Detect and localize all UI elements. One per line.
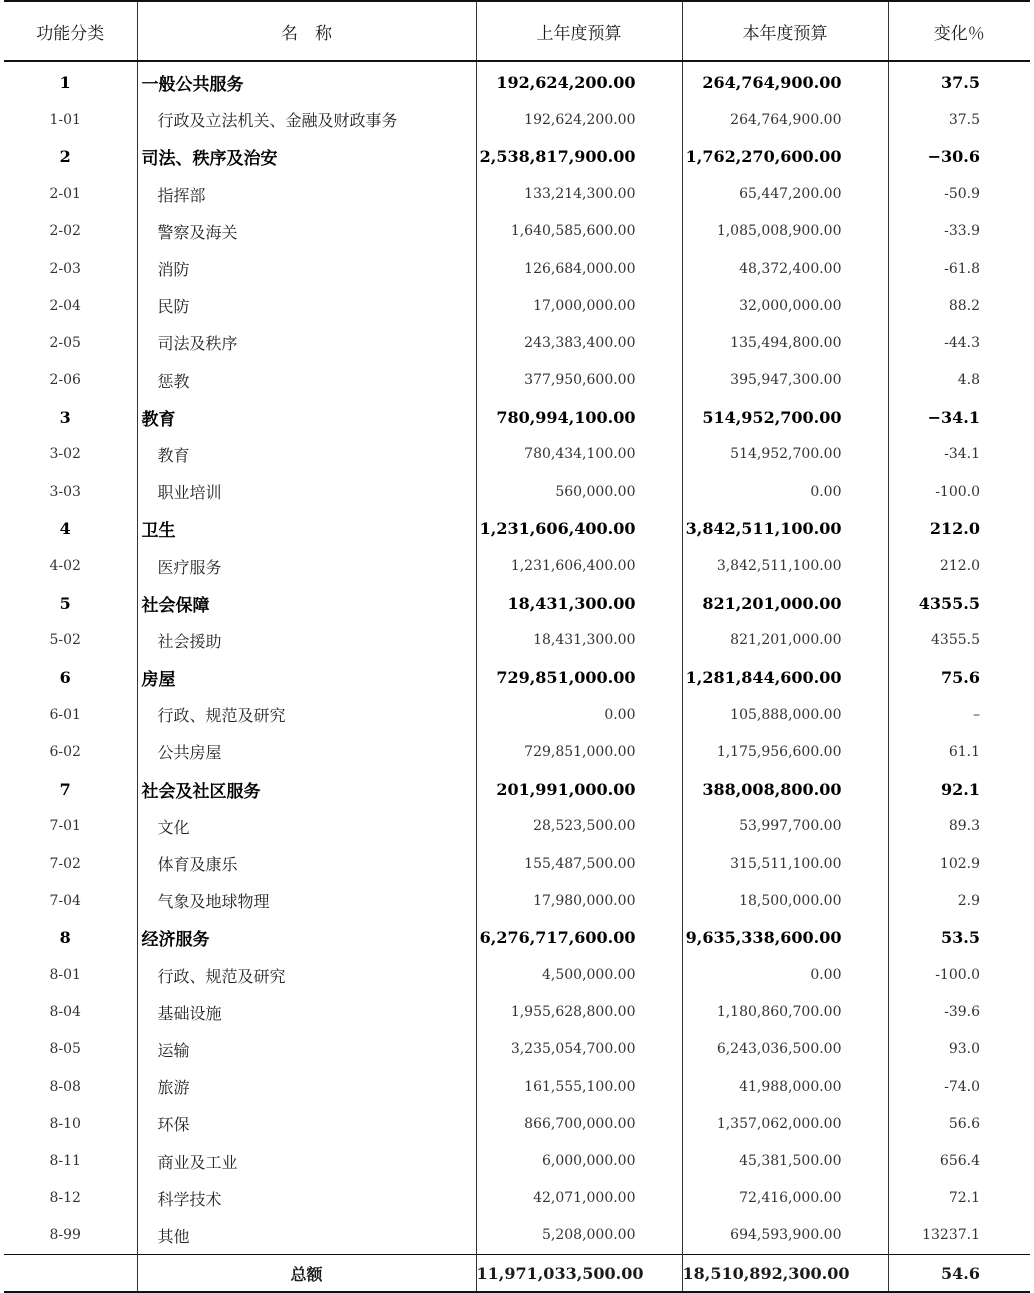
row-curr-budget: 264,764,900.00	[682, 101, 888, 138]
total-curr-budget: 18,510,892,300.00	[682, 1255, 888, 1293]
row-curr-budget: 105,888,000.00	[682, 696, 888, 733]
table-row	[4, 436, 1030, 473]
row-prev-budget: 377,950,600.00	[476, 362, 682, 399]
table-row	[4, 696, 1030, 733]
header-name: 名 称	[137, 1, 476, 61]
row-prev-budget: 18,431,300.00	[476, 585, 682, 622]
row-curr-budget: 1,762,270,600.00	[682, 138, 888, 175]
table-row	[4, 213, 1030, 250]
table-row	[4, 362, 1030, 399]
row-code: 2-03	[49, 260, 81, 277]
row-curr-budget: 65,447,200.00	[682, 176, 888, 213]
row-prev-budget: 201,991,000.00	[476, 771, 682, 808]
row-name: 职业培训	[137, 473, 476, 510]
row-code: 8-04	[49, 1004, 81, 1021]
table-row	[4, 510, 1030, 547]
row-change: -61.8	[888, 250, 1030, 287]
row-change: 212.0	[888, 510, 1030, 547]
row-curr-budget: 821,201,000.00	[682, 585, 888, 622]
total-change: 54.6	[888, 1255, 1030, 1293]
table-body	[4, 61, 1030, 1292]
row-code: 2	[59, 147, 71, 167]
row-code: 7	[59, 779, 71, 799]
row-curr-budget: 72,416,000.00	[682, 1180, 888, 1217]
row-prev-budget: 3,235,054,700.00	[476, 1031, 682, 1068]
row-curr-budget: 264,764,900.00	[682, 61, 888, 101]
row-curr-budget: 315,511,100.00	[682, 845, 888, 882]
row-code: 3	[59, 407, 71, 427]
row-code: 8-99	[49, 1227, 81, 1244]
row-name: 运输	[137, 1031, 476, 1068]
row-code: 2-01	[49, 186, 81, 203]
row-code: 8-01	[49, 967, 81, 984]
row-prev-budget: 243,383,400.00	[476, 324, 682, 361]
row-name: 商业及工业	[137, 1142, 476, 1179]
total-prev-budget: 11,971,033,500.00	[476, 1255, 682, 1293]
row-change: 4.8	[888, 362, 1030, 399]
row-prev-budget: 0.00	[476, 696, 682, 733]
row-change: 2.9	[888, 882, 1030, 919]
row-curr-budget: 18,500,000.00	[682, 882, 888, 919]
row-prev-budget: 161,555,100.00	[476, 1068, 682, 1105]
row-name: 社会保障	[137, 585, 476, 622]
row-code: 2-05	[49, 334, 81, 351]
row-curr-budget: 6,243,036,500.00	[682, 1031, 888, 1068]
table-row	[4, 771, 1030, 808]
row-code: 8-05	[49, 1041, 81, 1058]
row-curr-budget: 41,988,000.00	[682, 1068, 888, 1105]
table-row	[4, 176, 1030, 213]
table-row	[4, 324, 1030, 361]
header-prev-budget: 上年度预算	[476, 1, 682, 61]
row-change: 75.6	[888, 659, 1030, 696]
row-prev-budget: 192,624,200.00	[476, 101, 682, 138]
row-change: 656.4	[888, 1142, 1030, 1179]
row-name: 体育及康乐	[137, 845, 476, 882]
table-row	[4, 1142, 1030, 1179]
row-name: 教育	[137, 399, 476, 436]
row-code: 2-04	[49, 297, 81, 314]
row-code: 2-02	[49, 223, 81, 240]
row-name: 一般公共服务	[137, 61, 476, 101]
row-curr-budget: 514,952,700.00	[682, 399, 888, 436]
table-row	[4, 622, 1030, 659]
table-row	[4, 585, 1030, 622]
row-name: 其他	[137, 1217, 476, 1255]
row-code: 8-08	[49, 1078, 81, 1095]
row-prev-budget: 6,276,717,600.00	[476, 919, 682, 956]
row-prev-budget: 28,523,500.00	[476, 808, 682, 845]
row-curr-budget: 694,593,900.00	[682, 1217, 888, 1255]
table-row	[4, 957, 1030, 994]
row-name: 行政、规范及研究	[137, 696, 476, 733]
row-curr-budget: 1,281,844,600.00	[682, 659, 888, 696]
row-curr-budget: 395,947,300.00	[682, 362, 888, 399]
row-code: 8-11	[49, 1153, 81, 1170]
row-change: −30.6	[888, 138, 1030, 175]
row-prev-budget: 1,955,628,800.00	[476, 994, 682, 1031]
row-prev-budget: 1,640,585,600.00	[476, 213, 682, 250]
row-code: 3-03	[49, 483, 81, 500]
row-name: 经济服务	[137, 919, 476, 956]
row-change: 4355.5	[888, 622, 1030, 659]
row-prev-budget: 42,071,000.00	[476, 1180, 682, 1217]
row-curr-budget: 53,997,700.00	[682, 808, 888, 845]
row-change: 72.1	[888, 1180, 1030, 1217]
row-curr-budget: 388,008,800.00	[682, 771, 888, 808]
row-curr-budget: 32,000,000.00	[682, 287, 888, 324]
row-change: 4355.5	[888, 585, 1030, 622]
row-name: 消防	[137, 250, 476, 287]
row-change: 37.5	[888, 61, 1030, 101]
row-prev-budget: 729,851,000.00	[476, 659, 682, 696]
row-curr-budget: 821,201,000.00	[682, 622, 888, 659]
budget-document	[4, 0, 1030, 1289]
table-row	[4, 287, 1030, 324]
row-curr-budget: 1,180,860,700.00	[682, 994, 888, 1031]
table-row	[4, 733, 1030, 770]
row-code: 6-01	[49, 706, 81, 723]
row-change: -33.9	[888, 213, 1030, 250]
row-prev-budget: 560,000.00	[476, 473, 682, 510]
table-row	[4, 1105, 1030, 1142]
row-code: 8-10	[49, 1115, 81, 1132]
table-row	[4, 547, 1030, 584]
row-change: -39.6	[888, 994, 1030, 1031]
row-name: 警察及海关	[137, 213, 476, 250]
row-code: 4-02	[49, 558, 81, 575]
table-row	[4, 919, 1030, 956]
row-change: 53.5	[888, 919, 1030, 956]
table-row	[4, 808, 1030, 845]
row-code: 5	[59, 593, 71, 613]
row-code: 1-01	[49, 111, 81, 128]
table-row	[4, 399, 1030, 436]
table-row	[4, 101, 1030, 138]
row-code: 5-02	[49, 632, 81, 649]
row-prev-budget: 729,851,000.00	[476, 733, 682, 770]
total-label: 总额	[137, 1255, 476, 1293]
row-prev-budget: 4,500,000.00	[476, 957, 682, 994]
row-name: 文化	[137, 808, 476, 845]
row-code: 4	[59, 519, 71, 539]
row-curr-budget: 48,372,400.00	[682, 250, 888, 287]
row-prev-budget: 155,487,500.00	[476, 845, 682, 882]
row-change: 13237.1	[888, 1217, 1030, 1255]
row-prev-budget: 192,624,200.00	[476, 61, 682, 101]
row-change: 93.0	[888, 1031, 1030, 1068]
table-row	[4, 473, 1030, 510]
row-name: 公共房屋	[137, 733, 476, 770]
row-change: 56.6	[888, 1105, 1030, 1142]
row-name: 社会援助	[137, 622, 476, 659]
row-prev-budget: 18,431,300.00	[476, 622, 682, 659]
row-name: 行政、规范及研究	[137, 957, 476, 994]
header-curr-budget: 本年度预算	[682, 1, 888, 61]
row-change: -44.3	[888, 324, 1030, 361]
row-change: 212.0	[888, 547, 1030, 584]
row-curr-budget: 0.00	[682, 473, 888, 510]
table-row	[4, 250, 1030, 287]
header-row	[4, 1, 1030, 61]
row-name: 指挥部	[137, 176, 476, 213]
row-code: 8-12	[49, 1190, 81, 1207]
table-row	[4, 882, 1030, 919]
row-prev-budget: 17,980,000.00	[476, 882, 682, 919]
table-row	[4, 1068, 1030, 1105]
row-curr-budget: 514,952,700.00	[682, 436, 888, 473]
table-row	[4, 61, 1030, 101]
row-curr-budget: 3,842,511,100.00	[682, 510, 888, 547]
row-curr-budget: 0.00	[682, 957, 888, 994]
row-code: 2-06	[49, 372, 81, 389]
total-row	[4, 1255, 1030, 1293]
row-curr-budget: 45,381,500.00	[682, 1142, 888, 1179]
row-change: -74.0	[888, 1068, 1030, 1105]
row-name: 行政及立法机关、金融及财政事务	[137, 101, 476, 138]
row-prev-budget: 780,994,100.00	[476, 399, 682, 436]
row-change: 37.5	[888, 101, 1030, 138]
row-prev-budget: 17,000,000.00	[476, 287, 682, 324]
row-name: 房屋	[137, 659, 476, 696]
table-row	[4, 659, 1030, 696]
table-row	[4, 138, 1030, 175]
row-change: 89.3	[888, 808, 1030, 845]
table-row	[4, 1180, 1030, 1217]
header-change: 变化％	[888, 1, 1030, 61]
row-change: 102.9	[888, 845, 1030, 882]
row-change: 61.1	[888, 733, 1030, 770]
row-curr-budget: 1,085,008,900.00	[682, 213, 888, 250]
total-blank	[4, 1255, 137, 1293]
row-name: 气象及地球物理	[137, 882, 476, 919]
row-change: -34.1	[888, 436, 1030, 473]
row-name: 司法及秩序	[137, 324, 476, 361]
row-prev-budget: 6,000,000.00	[476, 1142, 682, 1179]
row-change: –	[888, 696, 1030, 733]
budget-table	[4, 0, 1030, 1293]
row-curr-budget: 9,635,338,600.00	[682, 919, 888, 956]
row-name: 社会及社区服务	[137, 771, 476, 808]
row-code: 7-02	[49, 855, 81, 872]
row-code: 6	[59, 668, 71, 688]
row-code: 7-04	[49, 892, 81, 909]
row-name: 基础设施	[137, 994, 476, 1031]
row-prev-budget: 5,208,000.00	[476, 1217, 682, 1255]
row-prev-budget: 866,700,000.00	[476, 1105, 682, 1142]
row-prev-budget: 780,434,100.00	[476, 436, 682, 473]
row-name: 科学技术	[137, 1180, 476, 1217]
row-prev-budget: 1,231,606,400.00	[476, 547, 682, 584]
row-curr-budget: 3,842,511,100.00	[682, 547, 888, 584]
table-row	[4, 1031, 1030, 1068]
row-code: 3-02	[49, 446, 81, 463]
row-code: 8	[59, 928, 71, 948]
row-prev-budget: 126,684,000.00	[476, 250, 682, 287]
table-row	[4, 1217, 1030, 1255]
header-code: 功能分类	[4, 1, 137, 61]
row-name: 环保	[137, 1105, 476, 1142]
row-name: 教育	[137, 436, 476, 473]
row-code: 1	[59, 73, 71, 93]
row-change: -100.0	[888, 473, 1030, 510]
row-curr-budget: 135,494,800.00	[682, 324, 888, 361]
row-change: 88.2	[888, 287, 1030, 324]
row-name: 惩教	[137, 362, 476, 399]
row-name: 旅游	[137, 1068, 476, 1105]
row-change: -50.9	[888, 176, 1030, 213]
row-prev-budget: 2,538,817,900.00	[476, 138, 682, 175]
row-name: 民防	[137, 287, 476, 324]
row-code: 6-02	[49, 743, 81, 760]
row-prev-budget: 1,231,606,400.00	[476, 510, 682, 547]
table-row	[4, 845, 1030, 882]
row-change: 92.1	[888, 771, 1030, 808]
row-name: 司法、秩序及治安	[137, 138, 476, 175]
row-curr-budget: 1,357,062,000.00	[682, 1105, 888, 1142]
row-name: 卫生	[137, 510, 476, 547]
row-curr-budget: 1,175,956,600.00	[682, 733, 888, 770]
row-code: 7-01	[49, 818, 81, 835]
row-prev-budget: 133,214,300.00	[476, 176, 682, 213]
row-change: -100.0	[888, 957, 1030, 994]
row-name: 医疗服务	[137, 547, 476, 584]
row-change: −34.1	[888, 399, 1030, 436]
table-row	[4, 994, 1030, 1031]
